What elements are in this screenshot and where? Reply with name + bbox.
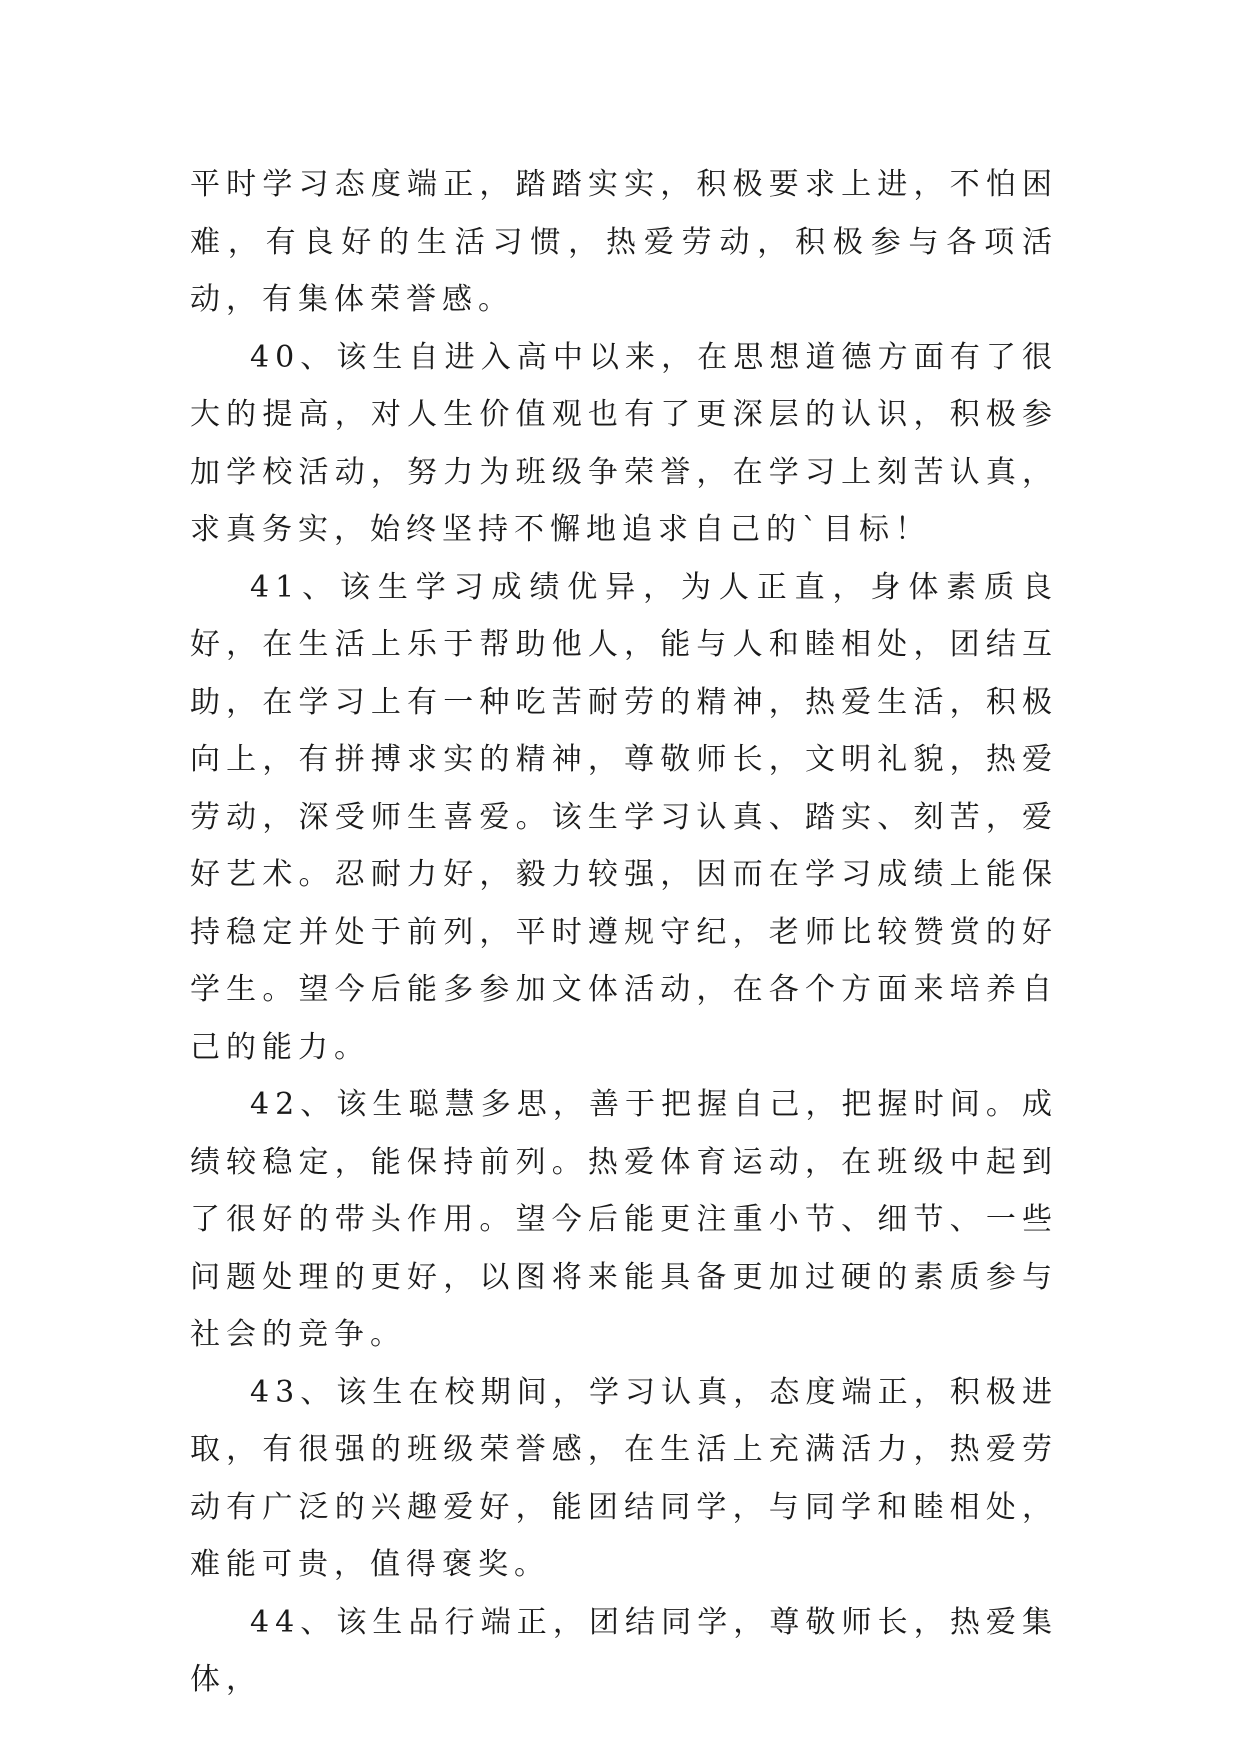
paragraph-43: 43、该生在校期间，学习认真，态度端正，积极进取，有很强的班级荣誉感，在生活上充满活力，热爱劳动有广泛的兴趣爱好，能团结同学，与同学和睦相处，难能可贵，值得褒奖。 [190,1374,1058,1582]
paragraph-41: 41、该生学习成绩优异，为人正直，身体素质良好，在生活上乐于帮助他人，能与人和睦相处，团结互助，在学习上有一种吃苦耐劳的精神，热爱生活，积极向上，有拼搏求实的精神，尊敬师长，文明礼貌，热爱劳动，深受师生喜爱。该生学习认真、踏实、刻苦，爱好艺术。忍耐力好，毅力较强，因而在学习成绩上能保持稳定并处于前列，平时遵规守纪，老师比较赞赏的好学生。望今后能多参加文体活动，在各个方面来培养自己的能力。 [190,569,1058,1065]
paragraph-40: 40、该生自进入高中以来，在思想道德方面有了很大的提高，对人生价值观也有了更深层的认识，积极参加学校活动，努力为班级争荣誉，在学习上刻苦认真，求真务实，始终坚持不懈地追求自己的`目标！ [190,339,1058,547]
paragraph-continued: 平时学习态度端正，踏踏实实，积极要求上进，不怕困难，有良好的生活习惯，热爱劳动，积极参与各项活动，有集体荣誉感。 [190,167,1058,317]
paragraph-42: 42、该生聪慧多思，善于把握自己，把握时间。成绩较稳定，能保持前列。热爱体育运动，在班级中起到了很好的带头作用。望今后能更注重小节、细节、一些问题处理的更好，以图将来能具备更加过硬的素质参与社会的竞争。 [190,1087,1058,1352]
paragraph-44: 44、该生品行端正，团结同学，尊敬师长，热爱集体， [190,1604,1058,1697]
document-body [190,156,1058,1709]
